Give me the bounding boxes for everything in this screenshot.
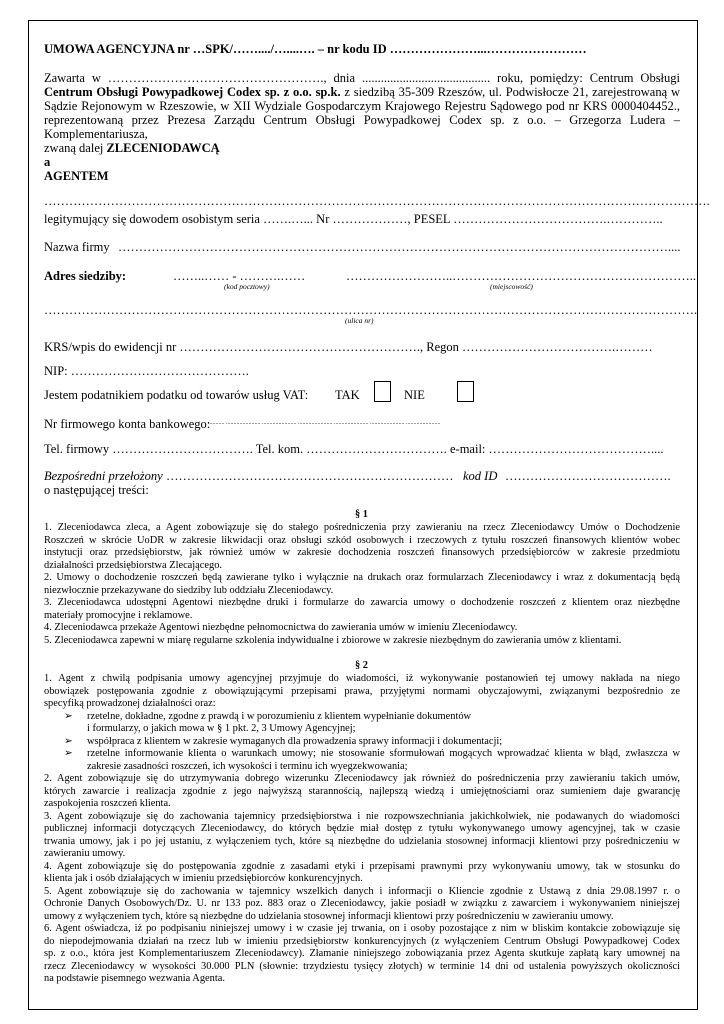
firm-name-field[interactable]: …………………………………………………………………………………………………………………….... xyxy=(118,240,681,254)
s2-text-line: 3. Agent zobowiązuje się do zachowania tajemnicy przedsiębiorstwa i nie rozpowszechniania jakichkolwiek, nie podawanych do wiadomości xyxy=(44,810,680,822)
s2-text-line: zawieraniu umowy. xyxy=(44,848,126,859)
s2-bullet-line: rzetelne informowanie klienta o warunkach umowy; nie stosowanie sformułowań mogących wprowadzać klienta w błąd, zwłaszcza w xyxy=(87,748,680,759)
s2-text-line: umowy z wyłączeniem tych, które są niezbędne do udzielania stosownej informacji klientowi przy pośredniczeniu w zawieraniu umowy. xyxy=(44,910,614,922)
vat-no-checkbox[interactable] xyxy=(457,381,474,402)
s2-text-line: klienta jak i osób działających w imieniu przedsiębiorców konkurencyjnych. xyxy=(44,873,363,884)
following-text: o następującej treści: xyxy=(44,483,149,497)
s2-text-line: specyfiką prowadzonej działalności oraz: xyxy=(44,698,216,709)
s2-text-line: na podstawie pisemnego wezwania Agenta. xyxy=(44,973,225,984)
bank-account-field[interactable]: ........... ....................... ....................... ....................... ....................... ....................... ....................... xyxy=(208,420,441,426)
s2-text-line: 4. Agent zobowiązuje się do postępowania zgodnie z zasadami etyki i przepisami prawnymi przy wykonywaniu umowy, tak w stosunku do xyxy=(44,860,680,872)
street-caption: (ulica nr) xyxy=(345,316,374,325)
krs-regon-line[interactable]: KRS/wpis do ewidencji nr …………………………………………………., Regon ……………………………….……… xyxy=(44,340,653,354)
s1-text-line: 1. Zleceniodawca zleca, a Agent zobowiązuje się do stałego pośredniczenia przy zawieraniu na rzecz Zleceniodawcy Umów o Dochodzenie xyxy=(44,522,680,533)
street-field[interactable]: …………………………………………………………………………………………………………………………………………. xyxy=(44,303,698,317)
vat-label: Jestem podatnikiem podatku od towarów usług VAT: xyxy=(44,388,309,402)
s2-text-line: rzecz Zleceniodawcy w wysokości 30.000 PLN (słownie: trzydziestu tysięcy złotych) w terminie 14 dni od ustalenia powyższych okoliczności xyxy=(44,960,680,972)
conjunction-a: a xyxy=(44,155,51,169)
s2-text-line: których zawarcie i realizacja zgodnie z jego najwyższą starannością, najlepszą wiedzą i umiejętnościami oraz sumieniem daje gwarancję xyxy=(44,785,680,797)
s1-text-line: 3. Zleceniodawca udostępni Agentowi niezbędne druki i formularze do zawarcia umowy o dochodzenie roszczeń z klientem oraz niezbędne xyxy=(44,597,680,608)
s2-text-line: Ochronie Danych Osobowych/Dz. U. nr 133 poz. 883 oraz o Zleceniodawcy, jakie posiadł w związku z zawarciem i wykonywaniem niniejszej xyxy=(44,898,680,909)
section-1-heading: § 1 xyxy=(355,509,368,520)
supervisor-field[interactable]: …………………………………………………………… xyxy=(166,469,454,483)
principal-label: ZLECENIODAWCĄ xyxy=(106,141,220,155)
postal-code-caption: (kod pocztowy) xyxy=(224,282,270,291)
bullet-arrow-icon: ➢ xyxy=(64,735,73,747)
intro-line-4: reprezentowaną przez Prezesa Zarządu Centrum Obsługi Powypadkowej Codex sp. z o.o. – Grzegorza Ludera – xyxy=(44,113,680,127)
agent-name-field[interactable]: ……………………………………………………………………………………………………………………………………………. xyxy=(44,194,710,208)
s2-text-line: 6. Agent oświadcza, iż po podpisaniu niniejszej umowy i w czasie jej trwania, on i osoby pozostające z nim w bliskim kontakcie zobowiązuje się xyxy=(44,923,680,934)
nip-line[interactable]: NIP: ……………………………………. xyxy=(44,364,249,378)
s1-text-line: niezwłocznie przekazywane do siedziby lub oddziału Zleceniodawcy. xyxy=(44,584,334,596)
s2-bullet-line: zakresie zasadności roszczeń, ich wysokości i terminu ich wyegzekwowania; xyxy=(87,760,408,772)
intro-line-1: Zawarta w ……………………………………………., dnia ......................................... roku, pomiędzy: Centrum Obsługi xyxy=(44,71,680,85)
kod-id-field[interactable]: …………………………………. xyxy=(505,469,671,483)
s1-text-line: 2. Umowy o dochodzenie roszczeń będą zawierane tylko i wyłącznie na drukach oraz formularzach Zleceniodawcy i wraz z dokumentacją będą xyxy=(44,572,680,583)
s2-bullet-line: współpraca z klientem w zakresie wymaganych dla prowadzenia sprawy informacji i dokumentacji; xyxy=(87,735,503,747)
intro-line-5: Komplementariusza, xyxy=(44,127,148,141)
s2-text-line: 1. Agent z chwilą podpisania umowy agencyjnej przyjmuje do wiadomości, iż wykonywanie postanowień tej umowy nakłada na niego xyxy=(44,673,680,684)
postal-code-field[interactable]: ……..…… - ……….…… xyxy=(173,269,306,283)
intro-line-2 xyxy=(44,85,680,99)
intro-line-6 xyxy=(44,141,220,155)
s1-text-line: 4. Zleceniodawca przekaże Agentowi niezbędne pełnomocnictwa do zawierania umów w imieniu Zleceniodawcy. xyxy=(44,622,518,633)
address-label: Adres siedziby: xyxy=(44,269,127,283)
vat-yes-checkbox[interactable] xyxy=(374,381,391,402)
bank-account-label: Nr firmowego konta bankowego: xyxy=(44,417,211,431)
kod-id-label: kod ID xyxy=(463,469,498,483)
s2-text-line: obowiązek postępowania zgodnie z obowiązującymi przepisami prawa, przyjętymi normami obyczajowymi, związanymi bezpośrednio ze xyxy=(44,685,680,697)
supervisor-label: Bezpośredni przełożony xyxy=(44,469,163,483)
firm-name-label: Nazwa firmy xyxy=(44,240,110,254)
s2-text-line: zaspokojenia roszczeń klienta. xyxy=(44,798,171,809)
company-address: z siedzibą 35-309 Rzeszów, ul. Podwisłocze 21, zarejestrowaną w xyxy=(340,85,680,99)
s1-text-line: Roszczeń w skrócie UoDR w zakresie likwidacji oraz obsługi szkód osobowych i rzeczowych z tytułu roszczeń finansowych klientów wobec xyxy=(44,534,680,546)
s2-text-line: publicznej informacji dotyczących Zleceniodawcy, do których będzie miał dostęp z tytułu wykonywanego umowy agencyjnej, tak w czasie xyxy=(44,823,680,834)
city-caption: (miejscowość) xyxy=(490,282,533,291)
bullet-arrow-icon: ➢ xyxy=(64,710,73,722)
s2-text-line: 2. Agent zobowiązuje się do utrzymywania dobrego wizerunku Zleceniodawcy jak również do pośredniczenia przy zawieraniu takich umów, xyxy=(44,773,680,784)
company-name: Centrum Obsługi Powypadkowej Codex sp. z o.o. sp.k. xyxy=(44,85,341,99)
contract-title: UMOWA AGENCYJNA nr …SPK/……..../…....…. – nr kodu ID …………………...…………………… xyxy=(44,42,587,56)
called-label: zwaną dalej xyxy=(44,141,107,155)
s2-text-line: do niepodejmowania działań na rzecz lub w imieniu przedsiębiorstw konkurencyjnych (z wyłączeniem Centrum Obsługi Powypadkowej Codex xyxy=(44,935,680,947)
city-field[interactable]: ……………………..………………………………………………….. xyxy=(346,269,696,283)
s1-text-line: 5. Zleceniodawca zapewni w miarę regularne szkolenia indywidualne i zbiorowe w zakresie niezbędnym do zawierania umów z klientami. xyxy=(44,634,622,646)
s1-text-line: instytucji oraz przedsiębiorstw, jak również umów w zakresie dochodzenia roszczeń finansowych przedsiębiorców w zakresie przedmiotu xyxy=(44,547,680,558)
agent-label: AGENTEM xyxy=(44,169,109,183)
s1-text-line: działalności przedsiębiorstwa Zlecającego. xyxy=(44,559,223,571)
intro-line-3: Sądzie Rejonowym w Rzeszowie, w XII Wydziale Gospodarczym Krajowego Rejestru Sądowego pod nr KRS 0000404452., xyxy=(44,99,680,113)
phone-email-line[interactable]: Tel. firmowy ……………………………. Tel. kom. ……………………………. e-mail: ………………………………….... xyxy=(44,442,664,456)
vat-yes-label: TAK xyxy=(335,388,360,402)
bullet-arrow-icon: ➢ xyxy=(64,748,73,759)
vat-no-label: NIE xyxy=(404,388,425,402)
section-2-heading: § 2 xyxy=(355,660,368,671)
s1-text-line: materiały promocyjne i reklamowe. xyxy=(44,609,193,621)
s2-text-line: 5. Agent zobowiązuje się do zachowania w tajemnicy wszelkich danych i informacji o Kliencie zgodnie z Ustawą z dnia 29.08.1997 r. o xyxy=(44,885,680,897)
id-document-line[interactable]: legitymujący się dowodem osobistym seria …….…... Nr ………………, PESEL ……………………………….………….. xyxy=(44,212,663,226)
s2-text-line: sp. z o.o., która jest Komplementariuszem Zleceniodawcy). Złamanie niniejszego zobowiązania przez Agenta skutkuje zapłatą kary umownej na xyxy=(44,948,680,959)
s2-text-line: trwania umowy, jak i po jej ustaniu, z wyłączeniem tych, które są niezbędne do udzielania stosownej informacji klientowi przy pośredniczeniu w xyxy=(44,835,680,847)
s2-bullet-line: rzetelne, dokładne, zgodne z prawdą i w porozumieniu z klientem wypełnianie dokumentów xyxy=(87,710,472,722)
s2-bullet-line: i formularzy, o jakich mowa w § 1 pkt. 2, 3 Umowy Agencyjnej; xyxy=(87,723,356,734)
